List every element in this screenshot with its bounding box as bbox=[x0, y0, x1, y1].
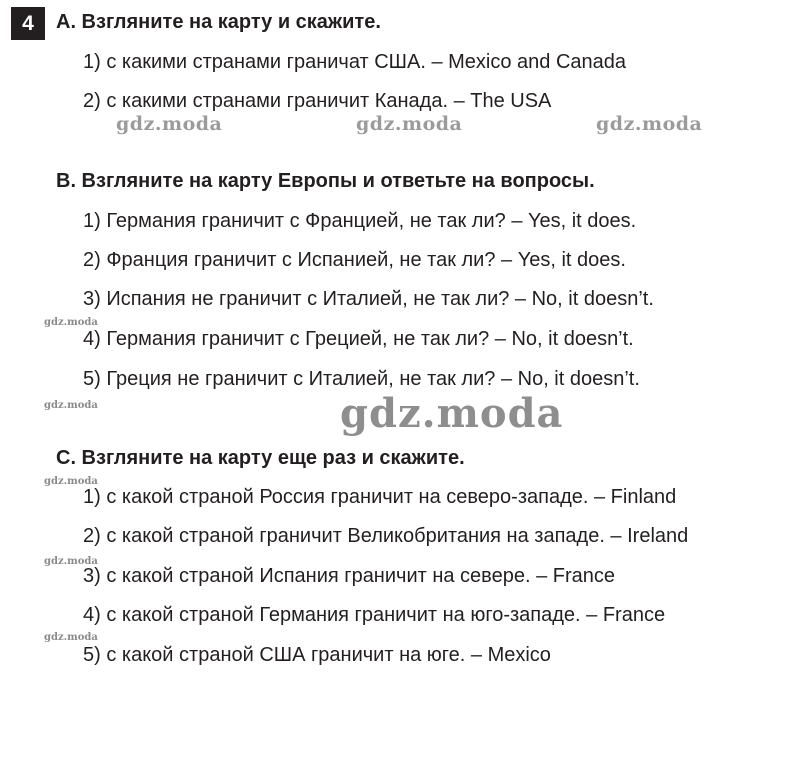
section-b-item-3: 3) Испания не граничит с Италией, не так ли? – No, it doesn’t. bbox=[83, 288, 654, 310]
watermark: gdz.moda bbox=[44, 632, 98, 643]
watermark: gdz.moda bbox=[596, 113, 703, 135]
section-c-item-4: 4) с какой страной Германия граничит на юго-западе. – France bbox=[83, 604, 666, 626]
section-a-item-1: 1) с какими странами граничат США. – Mexico and Canada bbox=[83, 51, 627, 73]
watermark: gdz.moda bbox=[44, 400, 98, 411]
section-b-item-5: 5) Греция не граничит с Италией, не так ли? – No, it doesn’t. bbox=[83, 368, 640, 390]
watermark: gdz.moda bbox=[44, 556, 98, 567]
section-c-item-3: 3) с какой страной Испания граничит на севере. – France bbox=[83, 565, 615, 587]
section-a-heading: A. Взгляните на карту и скажите. bbox=[56, 11, 381, 33]
watermark: gdz.moda bbox=[356, 113, 463, 135]
section-a-item-2: 2) с какими странами граничит Канада. – The USA bbox=[83, 90, 552, 112]
watermark: gdz.moda bbox=[44, 317, 98, 328]
watermark: gdz.moda bbox=[44, 476, 98, 487]
section-c-item-2: 2) с какой страной граничит Великобритания на западе. – Ireland bbox=[83, 525, 689, 547]
section-b-item-1: 1) Германия граничит с Францией, не так ли? – Yes, it does. bbox=[83, 210, 637, 232]
section-c-item-1: 1) с какой страной Россия граничит на северо-западе. – Finland bbox=[83, 486, 677, 508]
section-b-heading: B. Взгляните на карту Европы и ответьте на вопросы. bbox=[56, 170, 595, 192]
section-b-item-4: 4) Германия граничит с Грецией, не так ли? – No, it doesn’t. bbox=[83, 328, 634, 350]
section-b-item-2: 2) Франция граничит с Испанией, не так ли? – Yes, it does. bbox=[83, 249, 626, 271]
watermark: gdz.moda bbox=[116, 113, 223, 135]
section-c-heading: C. Взгляните на карту еще раз и скажите. bbox=[56, 447, 465, 469]
exercise-number-badge: 4 bbox=[11, 7, 45, 40]
watermark-large: gdz.moda bbox=[340, 390, 564, 437]
section-c-item-5: 5) с какой страной США граничит на юге. – Mexico bbox=[83, 644, 551, 666]
